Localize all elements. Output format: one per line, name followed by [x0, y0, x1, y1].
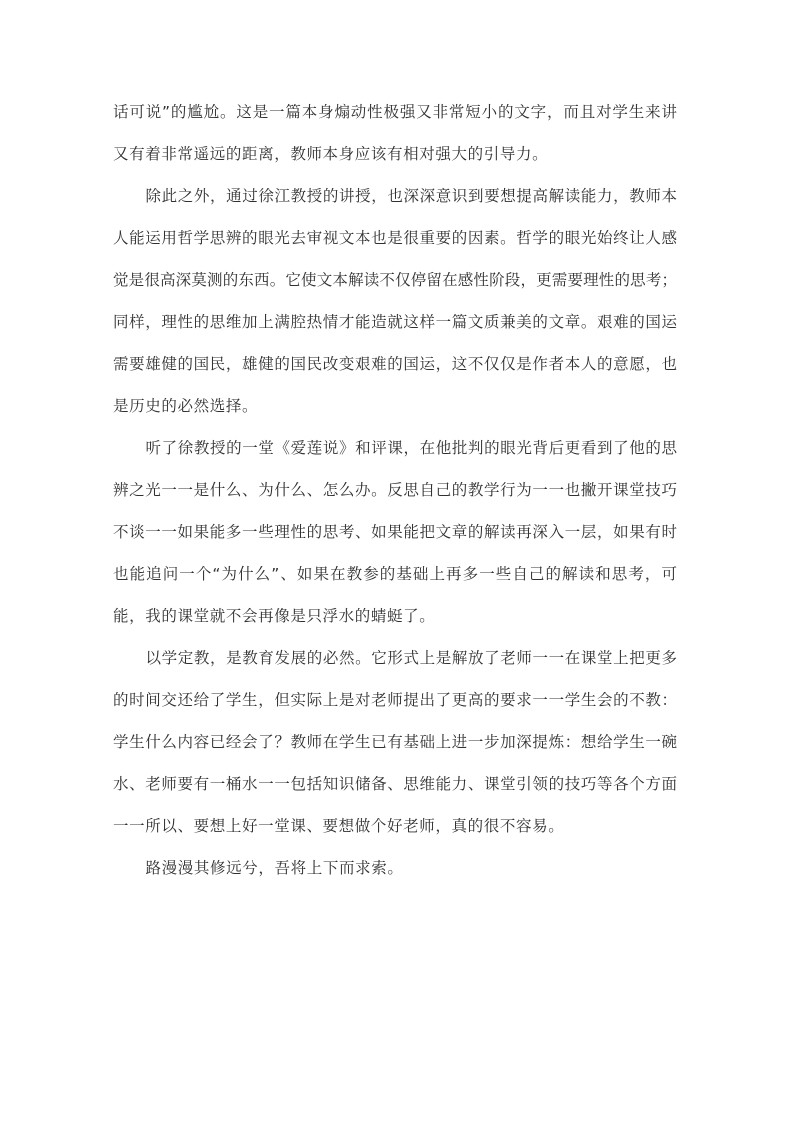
paragraph: [113, 637, 677, 847]
paragraph: [113, 91, 677, 175]
text-line: 的时间交还给了学生，但实际上是对老师提出了更高的要求一一学生会的不教：: [113, 691, 677, 709]
text-line: 以学定教，是教育发展的必然。它形式上是解放了老师一一在课堂上把更多: [145, 649, 677, 667]
text-line: 水、老师要有一桶水一一包括知识储备、思维能力、课堂引领的技巧等各个方面: [113, 775, 677, 793]
paragraph: [113, 847, 677, 889]
text-line: 人能运用哲学思辨的眼光去审视文本也是很重要的因素。哲学的眼光始终让人感: [113, 229, 677, 247]
paragraph: [113, 427, 677, 637]
paragraph: [113, 175, 677, 427]
text-line: 觉是很高深莫测的东西。它使文本解读不仅停留在感性阶段，更需要理性的思考；: [113, 271, 677, 289]
text-line: 听了徐教授的一堂《爱莲说》和评课，在他批判的眼光背后更看到了他的思: [145, 439, 677, 457]
text-line: 是历史的必然选择。: [113, 397, 259, 415]
text-line: 一一所以、要想上好一堂课、要想做个好老师，真的很不容易。: [113, 817, 565, 835]
text-line: 路漫漫其修远兮，吾将上下而求索。: [145, 859, 404, 877]
text-line: 又有着非常遥远的距离，教师本身应该有相对强大的引导力。: [113, 145, 549, 163]
text-line: 需要雄健的国民，雄健的国民改变艰难的国运，这不仅仅是作者本人的意愿，也: [113, 355, 677, 373]
document-text-body: [113, 91, 677, 889]
text-line: 话可说”的尴尬。这是一篇本身煽动性极强又非常短小的文字，而且对学生来讲: [113, 103, 677, 121]
text-line: 也能追问一个“为什么”、如果在教参的基础上再多一些自己的解读和思考，可: [113, 565, 677, 583]
text-line: 能，我的课堂就不会再像是只浮水的蜻蜓了。: [113, 607, 436, 625]
text-line: 同样，理性的思维加上满腔热情才能造就这样一篇文质兼美的文章。艰难的国运: [113, 313, 677, 331]
text-line: 除此之外，通过徐江教授的讲授，也深深意识到要想提高解读能力，教师本: [145, 187, 677, 205]
text-line: 辨之光一一是什么、为什么、怎么办。反思自己的教学行为一一也撇开课堂技巧: [113, 481, 677, 499]
text-line: 学生什么内容已经会了？教师在学生已有基础上进一步加深提炼：想给学生一碗: [113, 733, 677, 751]
text-line: 不谈一一如果能多一些理性的思考、如果能把文章的解读再深入一层，如果有时: [113, 523, 677, 541]
